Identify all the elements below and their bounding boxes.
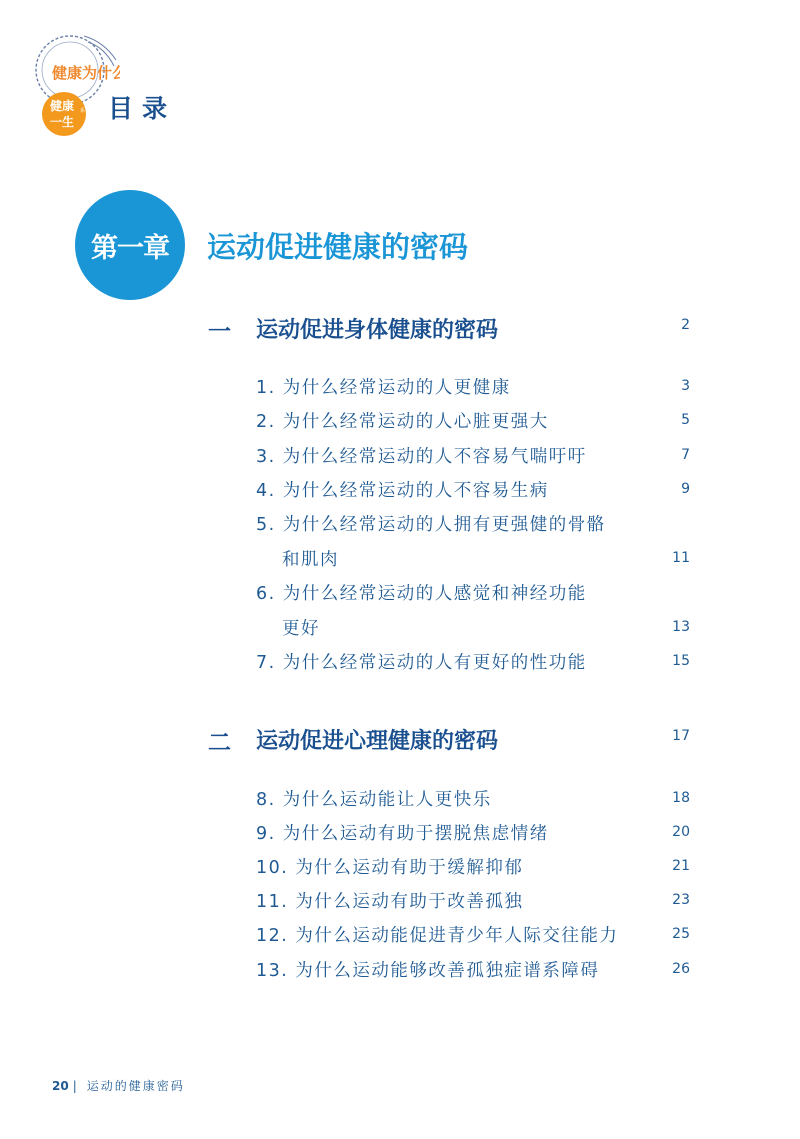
section-page-number: 2	[681, 317, 690, 333]
section-number: 一	[208, 319, 231, 345]
toc-item-page: 20	[672, 824, 690, 840]
toc-item-page: 26	[672, 961, 690, 977]
page-title: 目录	[108, 94, 177, 123]
toc-item-title-continued: 更好	[282, 619, 320, 639]
toc-item-title: 12. 为什么运动能促进青少年人际交往能力	[256, 926, 619, 946]
toc-item-page: 7	[681, 447, 690, 463]
toc-item-title: 9. 为什么运动有助于摆脱焦虑情绪	[256, 824, 549, 844]
toc-item-page: 15	[672, 653, 690, 669]
toc-item[interactable]	[256, 888, 690, 914]
footer-book-title: 运动的健康密码	[86, 1079, 185, 1093]
section-number: 二	[208, 730, 231, 756]
series-logo	[24, 32, 120, 140]
toc-item-title: 7. 为什么经常运动的人有更好的性功能	[256, 653, 587, 673]
toc-item-page: 21	[672, 858, 690, 874]
toc-item[interactable]	[256, 511, 690, 571]
chapter-label: 第一章	[91, 232, 169, 264]
toc-item[interactable]	[256, 957, 690, 983]
toc-item-title: 3. 为什么经常运动的人不容易气喘吁吁	[256, 447, 587, 467]
chapter-title: 运动促进健康的密码	[207, 230, 469, 264]
toc-item[interactable]	[256, 408, 690, 434]
toc-item[interactable]	[256, 443, 690, 469]
orange-badge	[42, 92, 90, 136]
toc-section[interactable]	[208, 724, 690, 754]
section-title: 运动促进心理健康的密码	[256, 729, 499, 754]
toc-item-page: 11	[672, 550, 690, 566]
page-footer	[52, 1077, 185, 1094]
stamp-text: 健康为什么	[52, 64, 120, 82]
toc-item-page: 5	[681, 412, 690, 428]
toc-item-page: 23	[672, 892, 690, 908]
toc-item-title: 6. 为什么经常运动的人感觉和神经功能	[256, 584, 587, 604]
toc-item[interactable]	[256, 580, 690, 640]
toc-item-title: 11. 为什么运动有助于改善孤独	[256, 892, 524, 912]
toc-section[interactable]	[208, 313, 690, 343]
toc-item[interactable]	[256, 649, 690, 675]
toc-item[interactable]	[256, 922, 690, 948]
badge-text-bottom: 一生	[50, 115, 75, 129]
logo-graphic	[24, 32, 120, 140]
toc-item-title-continued: 和肌肉	[282, 550, 339, 570]
toc-item[interactable]	[256, 477, 690, 503]
chapter-badge	[75, 190, 185, 300]
badge-text-top: 健康	[50, 99, 75, 113]
toc-item-title: 8. 为什么运动能让人更快乐	[256, 790, 492, 810]
toc-item-title: 10. 为什么运动有助于缓解抑郁	[256, 858, 524, 878]
toc-item[interactable]	[256, 786, 690, 812]
toc-item-title: 2. 为什么经常运动的人心脏更强大	[256, 412, 549, 432]
section-title: 运动促进身体健康的密码	[256, 318, 499, 343]
toc-item[interactable]	[256, 374, 690, 400]
footer-page-number: 20	[52, 1079, 69, 1093]
toc-item[interactable]	[256, 854, 690, 880]
toc-item-page: 25	[672, 926, 690, 942]
toc-item-title: 1. 为什么经常运动的人更健康	[256, 378, 511, 398]
toc-item-page: 18	[672, 790, 690, 806]
toc-item-page: 9	[681, 481, 690, 497]
section-page-number: 17	[672, 728, 690, 744]
footer-separator: |	[72, 1079, 77, 1093]
toc-item-page: 3	[681, 378, 690, 394]
toc-item-title: 5. 为什么经常运动的人拥有更强健的骨骼	[256, 515, 606, 535]
toc-item-title: 13. 为什么运动能够改善孤独症谱系障碍	[256, 961, 600, 981]
toc-item-title: 4. 为什么经常运动的人不容易生病	[256, 481, 549, 501]
badge-side-text: 系列	[80, 108, 91, 114]
toc-item-page: 13	[672, 619, 690, 635]
toc-item[interactable]	[256, 820, 690, 846]
